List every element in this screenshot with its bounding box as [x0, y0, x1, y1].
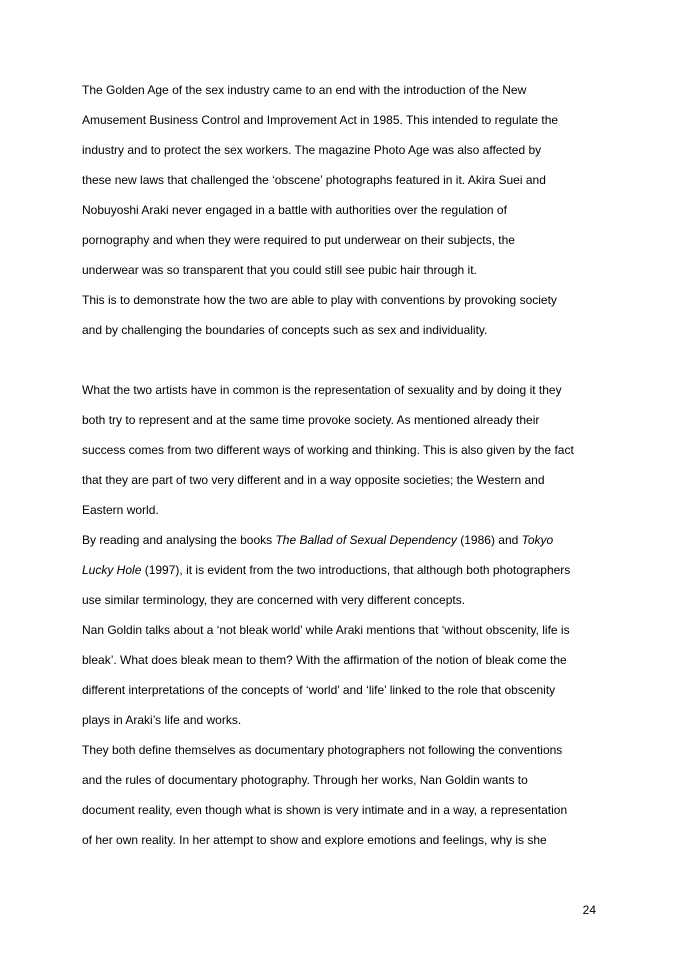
- text-line: and by challenging the boundaries of concepts such as sex and individuality.: [82, 323, 488, 337]
- text-line: The Golden Age of the sex industry came to an end with the introduction of the New: [82, 83, 527, 97]
- text-line: They both define themselves as documentary photographers not following the conventions: [82, 743, 563, 757]
- text-line: This is to demonstrate how the two are able to play with conventions by provoking society: [82, 293, 557, 307]
- text-line: plays in Araki’s life and works.: [82, 713, 242, 727]
- text-line: [82, 563, 612, 577]
- text-line: document reality, even though what is shown is very intimate and in a way, a representation: [82, 803, 568, 817]
- text-line: different interpretations of the concepts of ‘world’ and ‘life’ linked to the role that obscenity: [82, 683, 556, 697]
- text-line: use similar terminology, they are concerned with very different concepts.: [82, 593, 466, 607]
- text-line: pornography and when they were required to put underwear on their subjects, the: [82, 233, 515, 247]
- text-run: By reading and analysing the books: [82, 533, 276, 547]
- text-line: Nobuyoshi Araki never engaged in a battle with authorities over the regulation of: [82, 203, 507, 217]
- book-title: Lucky Hole: [82, 563, 142, 577]
- text-line: and the rules of documentary photography. Through her works, Nan Goldin wants to: [82, 773, 528, 787]
- text-line: of her own reality. In her attempt to show and explore emotions and feelings, why is she: [82, 833, 547, 847]
- text-line: industry and to protect the sex workers. The magazine Photo Age was also affected by: [82, 143, 542, 157]
- text-line: that they are part of two very different and in a way opposite societies; the Western and: [82, 473, 545, 487]
- text-line: both try to represent and at the same time provoke society. As mentioned already their: [82, 413, 540, 427]
- text-line: these new laws that challenged the ‘obscene’ photographs featured in it. Akira Suei and: [82, 173, 546, 187]
- text-line: What the two artists have in common is the representation of sexuality and by doing it they: [82, 383, 562, 397]
- text-line: underwear was so transparent that you could still see pubic hair through it.: [82, 263, 477, 277]
- page-number: 24: [582, 903, 596, 917]
- text-line: Amusement Business Control and Improvement Act in 1985. This intended to regulate the: [82, 113, 559, 127]
- text-line: Eastern world.: [82, 503, 159, 517]
- text-run: (1986) and: [456, 533, 522, 547]
- text-line: success comes from two different ways of working and thinking. This is also given by the fact: [82, 443, 574, 457]
- book-title: The Ballad of Sexual Dependency: [275, 533, 457, 547]
- text-line: [82, 533, 612, 547]
- book-title: Tokyo: [521, 533, 554, 547]
- text-line: bleak’. What does bleak mean to them? With the affirmation of the notion of bleak come the: [82, 653, 567, 667]
- text-line: Nan Goldin talks about a ‘not bleak world’ while Araki mentions that ‘without obscenity, life is: [82, 623, 570, 637]
- text-run: (1997), it is evident from the two introductions, that although both photographers: [141, 563, 571, 577]
